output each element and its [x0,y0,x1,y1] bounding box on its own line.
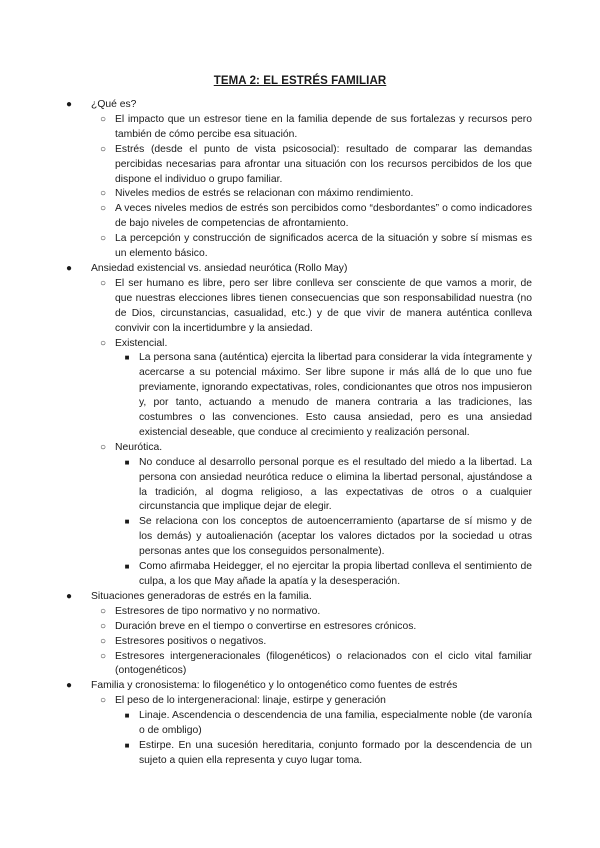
detail-item-text: No conduce al desarrollo personal porque es el resultado del miedo a la libertad. La persona con ansiedad neurótica reduce o elimina la libertad personal, ajustándose a la tradición, al dogma religioso, a las expectativas de otros o a cualquier circunstancia que implique dejar de elegir. [139,456,532,513]
detail-item-text: La persona sana (auténtica) ejercita la libertad para considerar la vida íntegramente y acercarse a su potencial máximo. Ser libre supone ir más allá de lo que uno fue previamente, ignorando expectativas, roles, condicionantes que otros nos impusieron y, por tanto, actuando a menudo de manera contraria a las tradiciones, las costumbres o las convenciones. Esto causa ansiedad, pero es una ansiedad existencial deseable, que conduce al crecimiento y realización personal. [139,352,532,438]
detail-item [115,739,532,769]
detail-item-text: Se relaciona con los conceptos de autoencerramiento (apartarse de sí mismo y de los demás) y autoalienación (aceptar los valores dictados por la sociedad u otras personas antes que los conseguidos personalmente). [139,516,532,558]
sub-item-text: El peso de lo intergeneracional: linaje, estirpe y generación [115,695,386,707]
bullet-icon: ● [65,680,73,692]
sub-item-text: Estresores positivos o negativos. [115,635,267,647]
document-body [60,98,532,769]
sub-item-text: Neurótica. [115,441,163,453]
detail-item [115,560,532,590]
hollow-bullet-icon: ○ [99,203,107,215]
bullet-icon: ● [65,99,73,110]
hollow-bullet-icon: ○ [99,143,107,155]
sub-item [91,605,532,620]
section-item [60,590,532,679]
sub-item [91,232,532,262]
sub-item [91,441,532,590]
hollow-bullet-icon: ○ [99,233,107,245]
sub-item [91,143,532,188]
hollow-bullet-icon: ○ [99,635,107,647]
sub-item [91,277,532,337]
sub-item-text: Estresores de tipo normativo y no normativo. [115,605,321,617]
sub-item-text: Niveles medios de estrés se relacionan con máximo rendimiento. [115,188,414,200]
square-bullet-icon: ■ [124,562,130,572]
sub-item-text: Existencial. [115,337,168,349]
sub-item-text: Duración breve en el tiempo o convertirse en estresores crónicos. [115,620,417,632]
square-bullet-icon: ■ [124,740,130,750]
hollow-bullet-icon: ○ [99,695,107,707]
detail-item [115,709,532,739]
section-heading: Familia y cronosistema: lo filogenético y lo ontogenético como fuentes de estrés [91,680,458,692]
sub-item-text: Estresores intergeneracionales (filogenéticos) o relacionados con el ciclo vital familiar (ontogenéticos) [115,650,532,677]
sub-item-text: El impacto que un estresor tiene en la familia depende de sus fortalezas y recursos pero también de cómo percibe esa situación. [115,113,532,140]
sub-item-text: A veces niveles medios de estrés son percibidos como “desbordantes” o como indicadores de bajo niveles de competencias de afrontamiento. [115,203,532,230]
bullet-icon: ● [65,590,73,602]
square-bullet-icon: ■ [124,457,130,467]
sub-item [91,202,532,232]
hollow-bullet-icon: ○ [99,337,107,349]
section-item [60,262,532,590]
sub-item [91,620,532,635]
section-heading: Situaciones generadoras de estrés en la familia. [91,590,312,602]
hollow-bullet-icon: ○ [99,188,107,200]
detail-item [115,515,532,560]
detail-item-text: Estirpe. En una sucesión hereditaria, conjunto formado por la descendencia de un sujeto a quien ella representa y cuyo lugar toma. [139,739,532,766]
hollow-bullet-icon: ○ [99,441,107,453]
sub-item [91,337,532,441]
detail-item [115,351,532,440]
hollow-bullet-icon: ○ [99,113,107,125]
section-heading: ¿Qué es? [91,99,137,110]
sub-item-text: El ser humano es libre, pero ser libre conlleva ser consciente de que vamos a morir, de que nuestras elecciones libres tienen consecuencias que son responsabilidad nuestra (no de Dios, circunstancias, casualidad, etc.) y de que vivir de manera auténtica conlleva convivir con la incertidumbre y la ansiedad. [115,277,532,334]
detail-item-text: Como afirmaba Heidegger, el no ejercitar la propia libertad conlleva el sentimiento de culpa, a los que May añade la apatía y la desesperación. [139,561,532,587]
sub-list [91,113,532,262]
hollow-bullet-icon: ○ [99,277,107,289]
sub-item [91,113,532,143]
sub-list [91,694,532,769]
hollow-bullet-icon: ○ [99,650,107,662]
sub-list [91,605,532,680]
detail-list [115,709,532,769]
square-bullet-icon: ■ [124,711,130,721]
detail-item [115,456,532,516]
hollow-bullet-icon: ○ [99,605,107,617]
detail-list [115,351,532,440]
square-bullet-icon: ■ [124,353,130,363]
section-item [60,98,532,262]
sub-item-text: La percepción y construcción de significados acerca de la situación y sobre sí mismas es un elemento básico. [115,233,532,260]
sub-list [91,277,532,590]
square-bullet-icon: ■ [124,517,130,527]
section-item [60,679,532,768]
bullet-icon: ● [65,262,73,274]
hollow-bullet-icon: ○ [99,620,107,632]
section-heading: Ansiedad existencial vs. ansiedad neurótica (Rollo May) [91,262,348,274]
sub-item [91,650,532,680]
sub-item [91,694,532,769]
sub-item-text: Estrés (desde el punto de vista psicosocial): resultado de comparar las demandas percibidas necesarias para afrontar una situación con los recursos percibidos de los que dispone el individuo o grupo familiar. [115,143,532,185]
outline-list [60,98,532,769]
detail-item-text: Linaje. Ascendencia o descendencia de una familia, especialmente noble (de varonía o de ombligo) [139,710,532,737]
detail-list [115,456,532,590]
document-title: TEMA 2: EL ESTRÉS FAMILIAR [213,75,387,87]
sub-item [91,635,532,650]
sub-item [91,187,532,202]
